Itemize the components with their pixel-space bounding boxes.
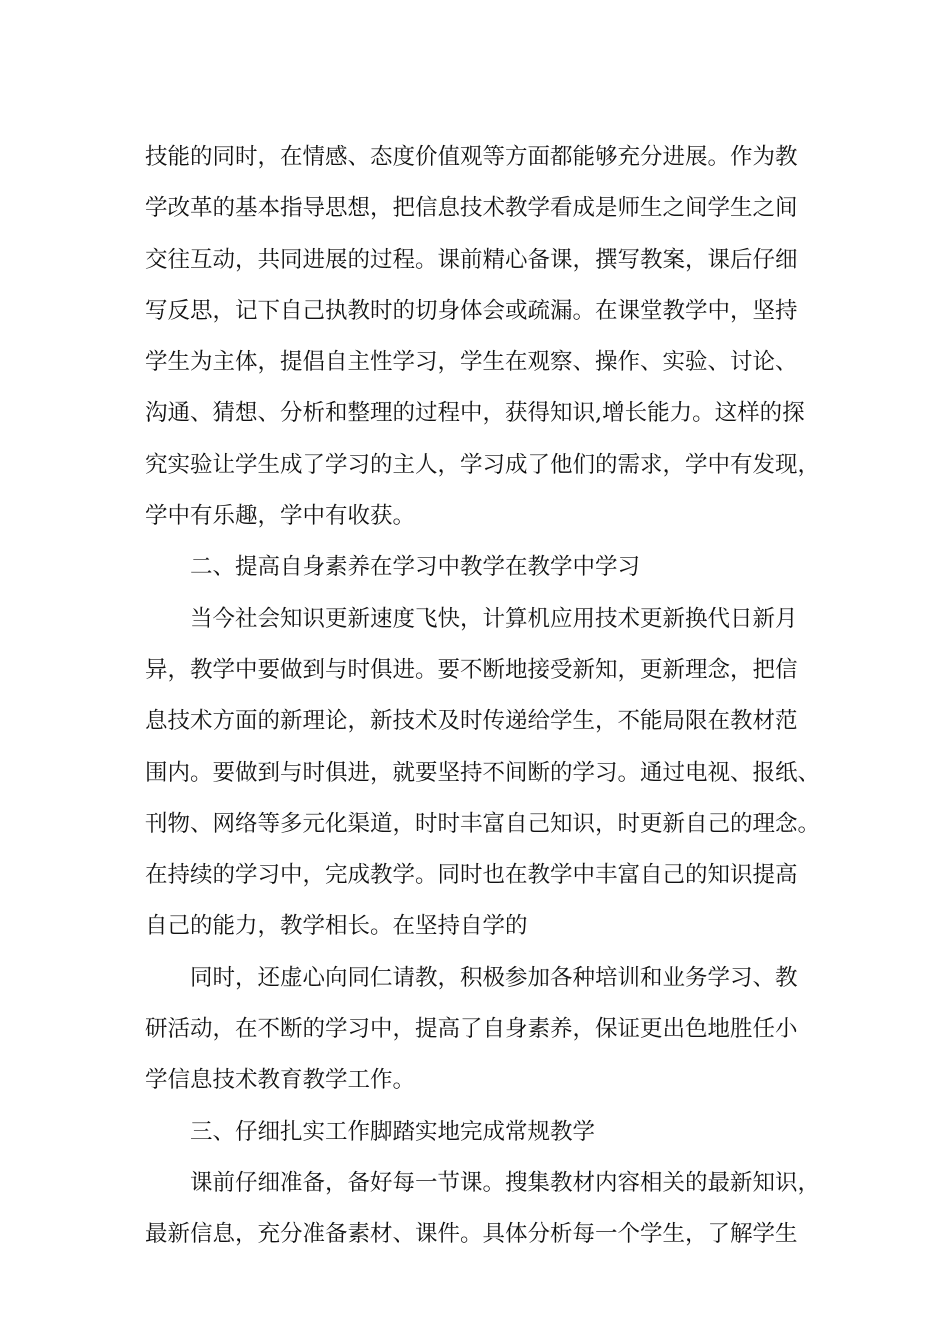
paragraph-line: 异，教学中要做到与时俱进。要不断地接受新知，更新理念，把信 [145, 656, 798, 683]
paragraph-line: 最新信息，充分准备素材、课件。具体分析每一个学生，了解学生 [145, 1221, 798, 1248]
paragraph-line: 学中有乐趣，学中有收获。 [145, 503, 416, 530]
paragraph-line: 同时，还虚心向同仁请教，积极参加各种培训和业务学习、教 [190, 964, 798, 991]
document-body [145, 132, 825, 1261]
paragraph-line: 课前仔细准备，备好每一节课。搜集教材内容相关的最新知识， [190, 1169, 821, 1196]
paragraph-line: 交往互动，共同进展的过程。课前精心备课，撰写教案，课后仔细 [145, 246, 798, 273]
paragraph-line: 究实验让学生成了学习的主人，学习成了他们的需求，学中有发现， [145, 451, 821, 478]
paragraph-line: 刊物、网络等多元化渠道，时时丰富自己知识，时更新自己的理念。 [145, 810, 821, 837]
section-heading: 二、提高自身素养在学习中教学在教学中学习 [190, 554, 641, 581]
paragraph-line: 在持续的学习中，完成教学。同时也在教学中丰富自己的知识提高 [145, 862, 798, 889]
paragraph-line: 技能的同时，在情感、态度价值观等方面都能够充分进展。作为教 [145, 144, 798, 170]
paragraph-line: 学改革的基本指导思想，把信息技术教学看成是师生之间学生之间 [145, 195, 798, 222]
section-heading: 三、仔细扎实工作脚踏实地完成常规教学 [190, 1118, 596, 1145]
paragraph-line: 研活动，在不断的学习中，提高了自身素养，保证更出色地胜任小 [145, 1016, 798, 1043]
paragraph-line: 学生为主体，提倡自主性学习，学生在观察、操作、实验、讨论、 [145, 349, 798, 376]
paragraph-line: 息技术方面的新理论，新技术及时传递给学生，不能局限在教材范 [145, 708, 798, 735]
paragraph-line: 当今社会知识更新速度飞快，计算机应用技术更新换代日新月 [190, 605, 798, 632]
paragraph-line: 围内。要做到与时俱进，就要坚持不间断的学习。通过电视、报纸、 [145, 759, 821, 786]
paragraph-line: 沟通、猜想、分析和整理的过程中，获得知识,增长能力。这样的探 [145, 400, 805, 427]
paragraph-line: 学信息技术教育教学工作。 [145, 1067, 416, 1094]
paragraph-line: 自己的能力，教学相长。在坚持自学的 [145, 913, 528, 940]
paragraph-line: 写反思，记下自己执教时的切身体会或疏漏。在课堂教学中，坚持 [145, 297, 798, 324]
